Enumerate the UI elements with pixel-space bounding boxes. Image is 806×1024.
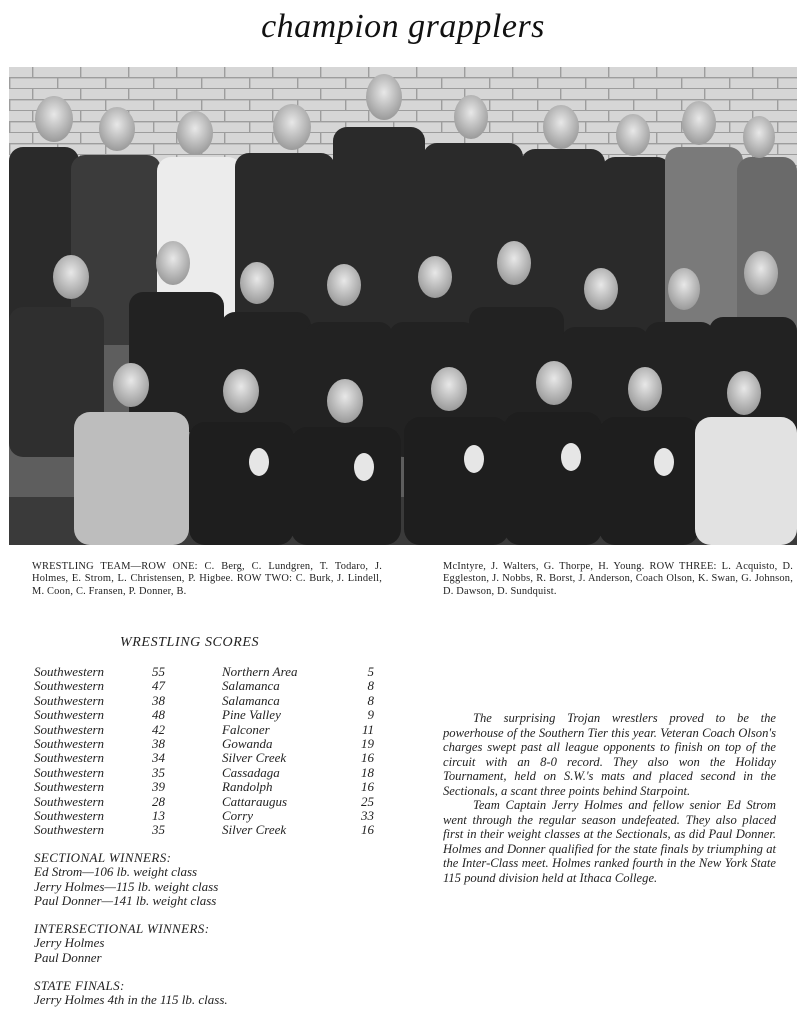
score-value: 47 <box>152 678 165 694</box>
story-paragraph: Team Captain Jerry Holmes and fellow senior Ed Strom went through the regular season undefeated. They also placed first in their weight classes at the Sectionals, as did Paul Donner. Holmes and Donner qualified for the state finals by triumphing at the Inter-Class meet. Holmes ranked fourth in the New York State 115 pound division held at Ithaca College. <box>443 798 776 885</box>
score-opponent: Silver Creek <box>222 750 287 766</box>
score-team: Southwestern <box>34 736 105 752</box>
score-opponent-value: 33 <box>361 808 374 824</box>
score-team: Southwestern <box>34 808 105 824</box>
team-photo <box>9 67 797 545</box>
score-opponent-value: 19 <box>361 736 374 752</box>
score-opponent: Silver Creek <box>222 822 287 838</box>
season-story <box>443 711 776 885</box>
score-opponent: Corry <box>222 808 254 824</box>
scores-table <box>34 665 374 838</box>
score-opponent: Pine Valley <box>222 707 281 723</box>
score-value: 35 <box>152 822 165 838</box>
score-row <box>34 694 374 708</box>
score-row <box>34 708 374 722</box>
score-row <box>34 737 374 751</box>
score-opponent-value: 25 <box>361 793 374 809</box>
score-team: Southwestern <box>34 793 105 809</box>
score-value: 34 <box>152 750 165 766</box>
sectional-line: Jerry Holmes—115 lb. weight class <box>34 878 219 894</box>
score-opponent-value: 16 <box>361 779 374 795</box>
score-opponent-value: 8 <box>367 692 374 708</box>
score-team: Southwestern <box>34 750 105 766</box>
score-value: 39 <box>152 779 165 795</box>
score-team: Southwestern <box>34 764 105 780</box>
state-finals-heading: STATE FINALS: <box>34 978 125 993</box>
score-row <box>34 766 374 780</box>
score-row <box>34 809 374 823</box>
story-paragraph: The surprising Trojan wrestlers proved to be the powerhouse of the Southern Tier this year. Veteran Coach Olson's charges swept past all league opponents to finish on top of the circuit with an 8-0 record. They also won the Holiday Tournament, held on S.W.'s mats and placed second in the Sectionals, a scant three points behind Starpoint. <box>443 711 776 798</box>
score-opponent: Randolph <box>222 779 273 795</box>
score-opponent-value: 8 <box>367 678 374 694</box>
score-row <box>34 665 374 679</box>
photo-caption-left: WRESTLING TEAM—ROW ONE: C. Berg, C. Lundgren, T. Todaro, J. Holmes, E. Strom, L. Christensen, P. Higbee. ROW TWO: C. Burk, J. Lindell, M. Coon, C. Fransen, P. Donner, B. <box>32 561 382 597</box>
state-finals-line: Jerry Holmes 4th in the 115 lb. class. <box>34 992 228 1008</box>
score-value: 35 <box>152 764 165 780</box>
photo-caption-right: McIntyre, J. Walters, G. Thorpe, H. Young. ROW THREE: L. Acquisto, D. Eggleston, J. Nobbs, R. Borst, J. Anderson, Coach Olson, K. Swan, G. Johnson, D. Dawson, D. Sundquist. <box>443 561 793 597</box>
score-opponent: Cattaraugus <box>222 793 288 809</box>
score-team: Southwestern <box>34 678 105 694</box>
score-value: 28 <box>152 793 165 809</box>
score-row <box>34 823 374 837</box>
page-title: champion grapplers <box>261 8 545 45</box>
score-team: Southwestern <box>34 707 105 723</box>
score-team: Southwestern <box>34 692 105 708</box>
score-team: Southwestern <box>34 664 105 679</box>
score-opponent: Salamanca <box>222 692 280 708</box>
sectional-line: Paul Donner—141 lb. weight class <box>34 893 217 909</box>
score-value: 38 <box>152 736 165 752</box>
score-opponent-value: 9 <box>367 707 374 723</box>
score-row <box>34 751 374 765</box>
sectional-winners <box>34 851 218 909</box>
score-value: 55 <box>152 664 165 679</box>
score-opponent: Falconer <box>222 721 270 737</box>
intersectional-line: Paul Donner <box>34 949 102 965</box>
sectional-line: Ed Strom—106 lb. weight class <box>34 864 198 880</box>
score-team: Southwestern <box>34 779 105 795</box>
score-opponent-value: 16 <box>361 822 374 838</box>
score-opponent: Northern Area <box>222 664 298 679</box>
score-team: Southwestern <box>34 822 105 838</box>
score-row <box>34 723 374 737</box>
score-row <box>34 679 374 693</box>
score-opponent: Cassadaga <box>222 764 280 780</box>
score-value: 48 <box>152 707 165 723</box>
score-team: Southwestern <box>34 721 105 737</box>
intersectional-winners <box>34 922 209 965</box>
scores-heading: WRESTLING SCORES <box>120 635 260 650</box>
score-value: 13 <box>152 808 165 824</box>
intersectional-line: Jerry Holmes <box>34 935 105 951</box>
score-opponent-value: 18 <box>361 764 374 780</box>
score-opponent: Salamanca <box>222 678 280 694</box>
score-value: 38 <box>152 692 165 708</box>
intersectional-heading: INTERSECTIONAL WINNERS: <box>34 921 210 936</box>
score-opponent-value: 5 <box>367 664 374 679</box>
score-opponent-value: 16 <box>361 750 374 766</box>
score-opponent: Gowanda <box>222 736 273 752</box>
sectional-heading: SECTIONAL WINNERS: <box>34 850 172 865</box>
score-opponent-value: 11 <box>361 721 374 737</box>
score-row <box>34 780 374 794</box>
state-finals <box>34 979 228 1008</box>
score-row <box>34 795 374 809</box>
score-value: 42 <box>152 721 165 737</box>
